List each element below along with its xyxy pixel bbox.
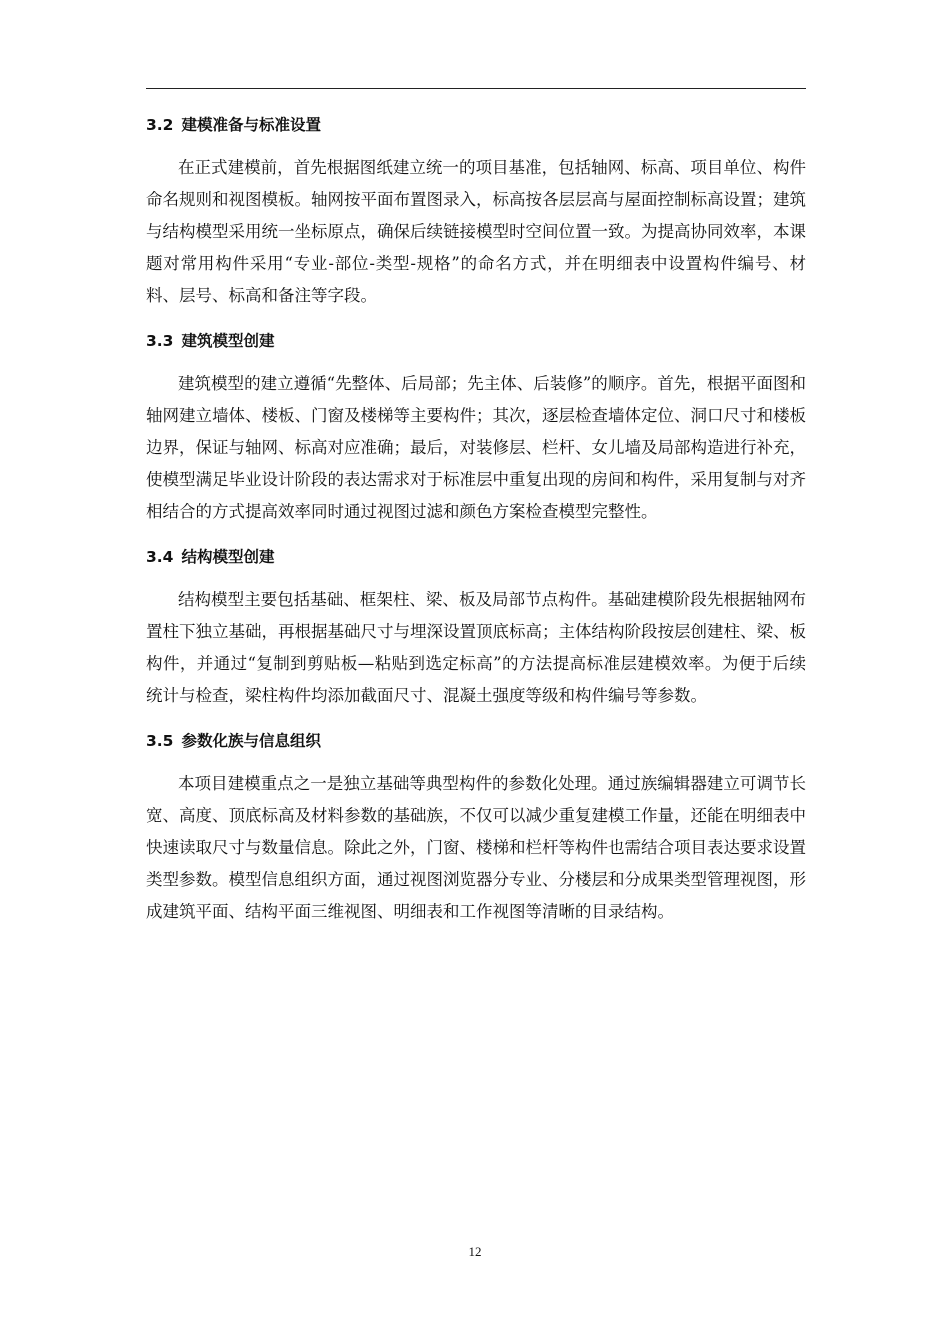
section-number: 3.3 <box>146 332 174 350</box>
section-3-3 <box>146 330 806 528</box>
section-number: 3.2 <box>146 116 174 134</box>
section-heading <box>146 546 806 568</box>
section-number: 3.4 <box>146 548 174 566</box>
section-heading <box>146 730 806 752</box>
section-paragraph: 建筑模型的建立遵循“先整体、后局部；先主体、后装修”的顺序。首先，根据平面图和轴网建立墙体、楼板、门窗及楼梯等主要构件；其次，逐层检查墙体定位、洞口尺寸和楼板边界，保证与轴网、标高对应准确；最后，对装修层、栏杆、女儿墙及局部构造进行补充，使模型满足毕业设计阶段的表达需求对于标准层中重复出现的房间和构件，采用复制与对齐相结合的方式提高效率同时通过视图过滤和颜色方案检查模型完整性。 <box>146 374 806 521</box>
section-title: 结构模型创建 <box>181 548 275 566</box>
section-paragraph: 本项目建模重点之一是独立基础等典型构件的参数化处理。通过族编辑器建立可调节长宽、高度、顶底标高及材料参数的基础族，不仅可以减少重复建模工作量，还能在明细表中快速读取尺寸与数量信息。除此之外，门窗、楼梯和栏杆等构件也需结合项目表达要求设置类型参数。模型信息组织方面，通过视图浏览器分专业、分楼层和分成果类型管理视图，形成建筑平面、结构平面三维视图、明细表和工作视图等清晰的目录结构。 <box>146 774 806 921</box>
section-3-5 <box>146 730 806 928</box>
page-number: 12 <box>468 1244 482 1259</box>
section-heading <box>146 114 806 136</box>
section-title: 建筑模型创建 <box>181 332 275 350</box>
section-paragraph: 结构模型主要包括基础、框架柱、梁、板及局部节点构件。基础建模阶段先根据轴网布置柱下独立基础，再根据基础尺寸与埋深设置顶底标高；主体结构阶段按层创建柱、梁、板构件，并通过“复制到剪贴板—粘贴到选定标高”的方法提高标准层建模效率。为便于后续统计与检查，梁柱构件均添加截面尺寸、混凝土强度等级和构件编号等参数。 <box>146 590 806 705</box>
section-title: 建模准备与标准设置 <box>181 116 321 134</box>
section-number: 3.5 <box>146 732 174 750</box>
section-3-4 <box>146 546 806 712</box>
section-title: 参数化族与信息组织 <box>181 732 321 750</box>
section-heading <box>146 330 806 352</box>
section-3-2 <box>146 114 806 312</box>
page-body <box>146 114 806 946</box>
section-paragraph: 在正式建模前，首先根据图纸建立统一的项目基准，包括轴网、标高、项目单位、构件命名规则和视图模板。轴网按平面布置图录入，标高按各层层高与屋面控制标高设置；建筑与结构模型采用统一坐标原点，确保后续链接模型时空间位置一致。为提高协同效率，本课题对常用构件采用“专业-部位-类型-规格”的命名方式，并在明细表中设置构件编号、材料、层号、标高和备注等字段。 <box>146 158 806 305</box>
header-rule <box>146 88 806 89</box>
